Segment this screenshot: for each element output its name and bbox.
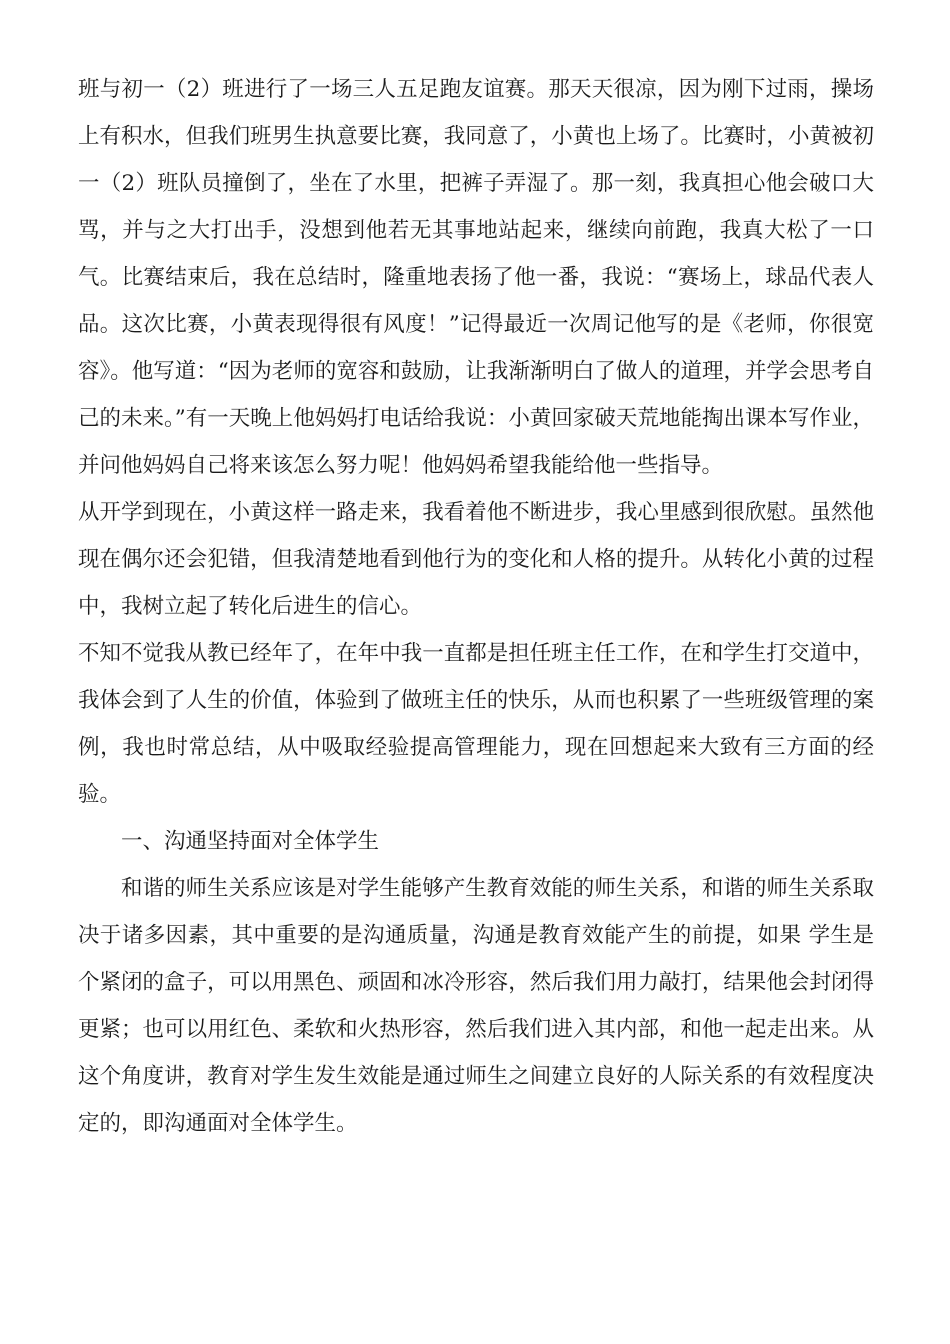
paragraph-teaching-experience: 不知不觉我从教已经年了，在年中我一直都是担任班主任工作，在和学生打交道中，我体会到了人生的价值，体验到了做班主任的快乐，从而也积累了一些班级管理的案例，我也时常总结，从中吸取经验提高管理能力，现在回想起来大致有三方面的经验。 (78, 641, 874, 807)
paragraph-communication: 和谐的师生关系应该是对学生能够产生教育效能的师生关系，和谐的师生关系取决于诸多因素，其中重要的是沟通质量，沟通是教育效能产生的前提，如果 学生是个紧闭的盒子，可以用黑色、顽固和冰冷形容，然后我们用力敲打，结果他会封闭得更紧；也可以用红色、柔软和火热形容，然后我们进入其内部，和他一起走出来。从这个角度讲，教育对学生发生效能是通过师生之间建立良好的人际关系的有效程度决定的，即沟通面对全体学生。 (78, 876, 874, 1136)
document-page (78, 66, 874, 1147)
section-heading: 一、沟通坚持面对全体学生 (121, 829, 380, 854)
paragraph-progress-reflection: 从开学到现在，小黄这样一路走来，我看着他不断进步，我心里感到很欣慰。虽然他现在偶尔还会犯错，但我清楚地看到他行为的变化和人格的提升。从转化小黄的过程中，我树立起了转化后进生的信心。 (78, 500, 874, 619)
paragraph-friendly-race: 班与初一（2）班进行了一场三人五足跑友谊赛。那天天很凉，因为刚下过雨，操场上有积水，但我们班男生执意要比赛，我同意了，小黄也上场了。比赛时，小黄被初一（2）班队员撞倒了，坐在了水里，把裤子弄湿了。那一刻，我真担心他会破口大骂，并与之大打出手，没想到他若无其事地站起来，继续向前跑，我真大松了一口气。比赛结束后，我在总结时，隆重地表扬了他一番，我说：“赛场上，球品代表人品。这次比赛，小黄表现得很有风度！”记得最近一次周记他写的是《老师，你很宽容》。他写道：“因为老师的宽容和鼓励，让我渐渐明白了做人的道理，并学会思考自己的未来。”有一天晚上他妈妈打电话给我说：小黄回家破天荒地能掏出课本写作业，并问他妈妈自己将来该怎么努力呢！他妈妈希望我能给他一些指导。 (78, 77, 874, 478)
